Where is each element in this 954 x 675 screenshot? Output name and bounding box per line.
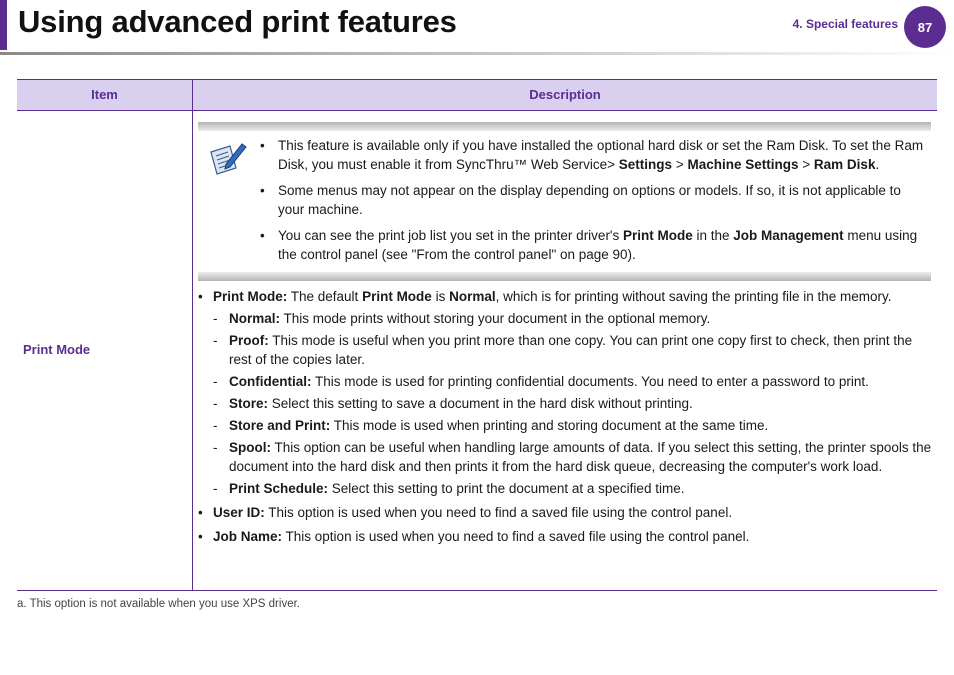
sub-item-print-schedule (198, 479, 933, 498)
desc-text: This option is used when you need to find a saved file using the control panel. (264, 505, 733, 520)
dash: - (213, 418, 218, 433)
term-bold: Normal (449, 289, 496, 304)
column-header-description: Description (192, 80, 937, 110)
column-header-item: Item (91, 87, 118, 102)
term-label: Print Schedule: (229, 481, 329, 496)
note-text: This feature is available only if you have installed the optional hard disk or set the Ram Disk. To set the Ram Disk, you must enable it from SyncThru™ Web Service (278, 138, 924, 172)
dash: - (213, 333, 218, 348)
bullet: • (260, 228, 265, 243)
menu-settings: Settings (618, 157, 673, 172)
note-pencil-icon (208, 140, 248, 176)
note-top-rule (198, 122, 931, 131)
term-label: Spool: (229, 440, 271, 455)
header-rule (0, 52, 954, 55)
sub-item-store (198, 394, 933, 413)
bullet: • (198, 505, 203, 520)
note-box (198, 122, 931, 281)
footnote: a. This option is not available when you use XPS driver. (17, 598, 300, 610)
note-list (260, 136, 930, 271)
list-item-user-id (198, 503, 933, 522)
page-number: 87 (917, 19, 933, 35)
term-job-management: Job Management (733, 228, 844, 243)
note-item (260, 136, 930, 174)
desc-text: This mode prints without storing your document in the optional memory. (280, 311, 711, 326)
bullet: • (260, 138, 265, 153)
bullet: • (198, 289, 203, 304)
dash: - (213, 440, 218, 455)
desc-text: This option is used when you need to find a saved file using the control panel. (282, 529, 750, 544)
desc-text: This option can be useful when handling large amounts of data. If you select this setting, the printer spools the document into the hard disk and then prints it from the hard disk queue, decreasing the computer's work load. (229, 440, 932, 474)
bullet: • (260, 183, 265, 198)
note-bottom-rule (198, 272, 931, 281)
page-number-badge (904, 6, 946, 48)
term-label: Store and Print: (229, 418, 331, 433)
term-label: Confidential: (229, 374, 312, 389)
sub-item-spool (198, 438, 933, 476)
feature-table (17, 79, 937, 591)
term-label: Normal: (229, 311, 281, 326)
chapter-label: 4. Special features (792, 17, 898, 31)
page-title: Using advanced print features (18, 4, 457, 39)
arrow-glyph: > (675, 157, 684, 172)
table-header-row (17, 80, 937, 111)
dash: - (213, 396, 218, 411)
sub-item-store-and-print (198, 416, 933, 435)
note-item (260, 181, 930, 219)
term-label: Job Name: (213, 529, 283, 544)
note-text: . (875, 157, 880, 172)
column-divider (192, 111, 193, 591)
desc-text: This mode is used for printing confidential documents. You need to enter a password to print. (311, 374, 869, 389)
note-text: menu using the control panel (see "From the control panel" on page 90). (278, 228, 918, 262)
description-list (198, 287, 933, 546)
note-text: Some menus may not appear on the display depending on options or models. If so, it is not applicable to your machine. (278, 183, 901, 217)
desc-text: This mode is used when printing and storing document at the same time. (330, 418, 769, 433)
dash: - (213, 374, 218, 389)
term-label: Store: (229, 396, 269, 411)
list-item-print-mode (198, 287, 933, 306)
menu-machine-settings: Machine Settings (687, 157, 799, 172)
note-text: in the (692, 228, 734, 243)
note-item (260, 226, 930, 264)
sub-item-proof (198, 331, 933, 369)
desc-text: Select this setting to print the document at a specified time. (328, 481, 685, 496)
term-label: Print Mode: (213, 289, 288, 304)
term-label: Proof: (229, 333, 269, 348)
list-item-job-name (198, 527, 933, 546)
sub-item-confidential (198, 372, 933, 391)
dash: - (213, 311, 218, 326)
desc-text: , which is for printing without saving the printing file in the memory. (495, 289, 892, 304)
arrow-glyph: > (607, 157, 616, 172)
arrow-glyph: > (802, 157, 811, 172)
dash: - (213, 481, 218, 496)
term-print-mode: Print Mode (623, 228, 693, 243)
sub-item-normal (198, 309, 933, 328)
term-label: User ID: (213, 505, 265, 520)
header-accent-bar (0, 0, 7, 50)
term-bold: Print Mode (362, 289, 432, 304)
desc-text: Select this setting to save a document in the hard disk without printing. (268, 396, 693, 411)
desc-text: This mode is useful when you print more than one copy. You can print one copy first to check, then print the rest of the copies later. (229, 333, 913, 367)
note-text: You can see the print job list you set in the printer driver's (278, 228, 624, 243)
desc-text: The default (287, 289, 363, 304)
menu-ram-disk: Ram Disk (813, 157, 876, 172)
bullet: • (198, 529, 203, 544)
desc-text: is (431, 289, 450, 304)
item-print-mode: Print Mode (23, 342, 91, 357)
